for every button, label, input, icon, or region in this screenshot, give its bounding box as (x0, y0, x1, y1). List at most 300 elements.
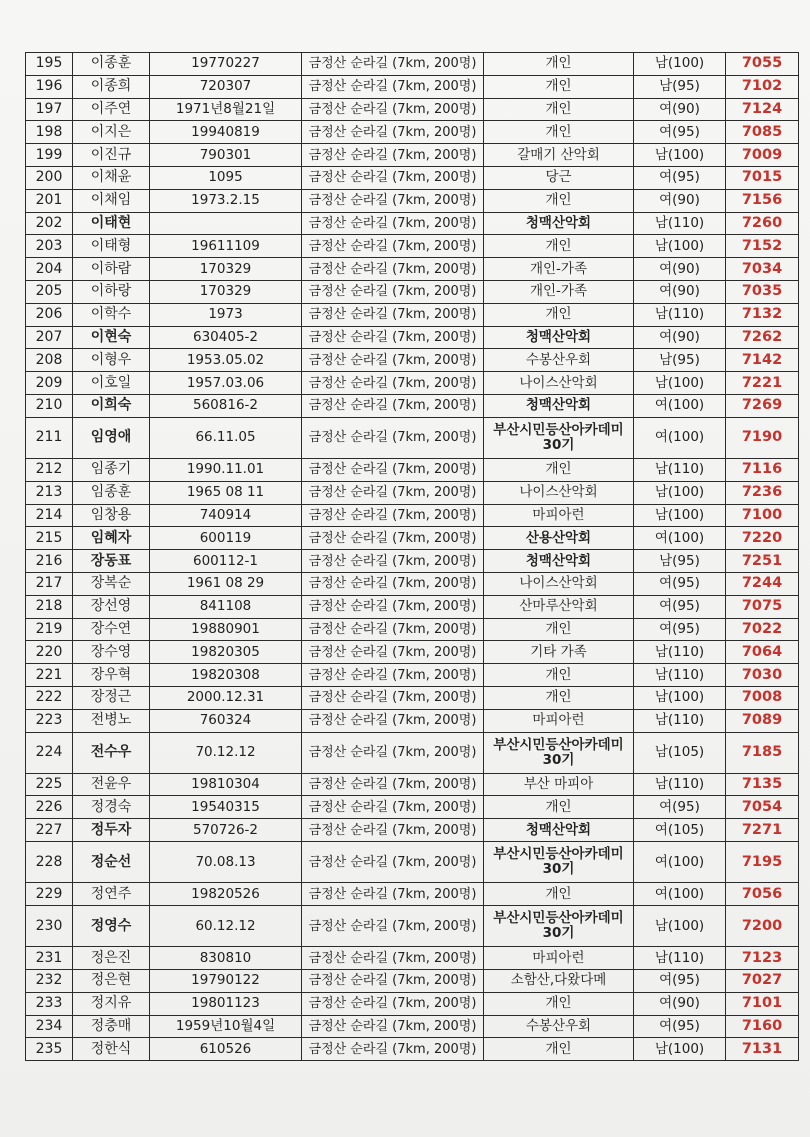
birthdate-cell: 841108 (150, 595, 302, 618)
bib-number-cell: 7190 (726, 417, 799, 458)
course-cell: 금정산 순라길 (7km, 200명) (302, 709, 484, 732)
name-cell: 임영애 (73, 417, 150, 458)
bib-number-cell: 7075 (726, 595, 799, 618)
course-cell: 금정산 순라길 (7km, 200명) (302, 212, 484, 235)
club-cell: 개인 (484, 53, 634, 76)
name-cell: 이희숙 (73, 394, 150, 417)
row-number-cell: 219 (26, 618, 73, 641)
name-cell: 장정근 (73, 686, 150, 709)
bib-number-cell: 7221 (726, 372, 799, 395)
club-cell: 마피아런 (484, 709, 634, 732)
row-number-cell: 231 (26, 947, 73, 970)
row-number-cell: 204 (26, 258, 73, 281)
table-row (26, 1015, 799, 1038)
course-cell: 금정산 순라길 (7km, 200명) (302, 819, 484, 842)
birthdate-cell: 600112-1 (150, 550, 302, 573)
table-row (26, 970, 799, 993)
row-number-cell: 200 (26, 166, 73, 189)
table-row (26, 992, 799, 1015)
bib-number-cell: 7185 (726, 732, 799, 773)
row-number-cell: 235 (26, 1038, 73, 1061)
course-cell: 금정산 순라길 (7km, 200명) (302, 372, 484, 395)
name-cell: 장동표 (73, 550, 150, 573)
shirt-size-cell: 여(90) (634, 280, 726, 303)
table-row (26, 394, 799, 417)
table-row (26, 732, 799, 773)
table-row (26, 595, 799, 618)
bib-number-cell: 7009 (726, 144, 799, 167)
name-cell: 임종기 (73, 458, 150, 481)
row-number-cell: 230 (26, 906, 73, 947)
shirt-size-cell: 남(110) (634, 303, 726, 326)
shirt-size-cell: 남(110) (634, 458, 726, 481)
birthdate-cell: 1965 08 11 (150, 481, 302, 504)
name-cell: 이종훈 (73, 53, 150, 76)
bib-number-cell: 7195 (726, 842, 799, 883)
birthdate-cell: 1973.2.15 (150, 189, 302, 212)
row-number-cell: 209 (26, 372, 73, 395)
row-number-cell: 220 (26, 641, 73, 664)
shirt-size-cell: 여(95) (634, 796, 726, 819)
birthdate-cell: 70.12.12 (150, 732, 302, 773)
course-cell: 금정산 순라길 (7km, 200명) (302, 796, 484, 819)
course-cell: 금정산 순라길 (7km, 200명) (302, 189, 484, 212)
row-number-cell: 217 (26, 572, 73, 595)
bib-number-cell: 7135 (726, 773, 799, 796)
bib-number-cell: 7102 (726, 75, 799, 98)
bib-number-cell: 7035 (726, 280, 799, 303)
club-cell: 청맥산악회 (484, 212, 634, 235)
course-cell: 금정산 순라길 (7km, 200명) (302, 504, 484, 527)
row-number-cell: 211 (26, 417, 73, 458)
bib-number-cell: 7116 (726, 458, 799, 481)
shirt-size-cell: 남(100) (634, 53, 726, 76)
name-cell: 정은진 (73, 947, 150, 970)
club-cell: 개인 (484, 189, 634, 212)
bib-number-cell: 7100 (726, 504, 799, 527)
shirt-size-cell: 남(100) (634, 235, 726, 258)
table-row (26, 75, 799, 98)
shirt-size-cell: 남(95) (634, 550, 726, 573)
club-cell: 나이스산악회 (484, 481, 634, 504)
course-cell: 금정산 순라길 (7km, 200명) (302, 280, 484, 303)
birthdate-cell: 66.11.05 (150, 417, 302, 458)
course-cell: 금정산 순라길 (7km, 200명) (302, 458, 484, 481)
birthdate-cell: 1961 08 29 (150, 572, 302, 595)
table-row (26, 1038, 799, 1061)
birthdate-cell: 1959년10월4일 (150, 1015, 302, 1038)
shirt-size-cell: 남(100) (634, 686, 726, 709)
row-number-cell: 216 (26, 550, 73, 573)
club-cell: 개인 (484, 618, 634, 641)
shirt-size-cell: 남(110) (634, 709, 726, 732)
table-row (26, 326, 799, 349)
bib-number-cell: 7101 (726, 992, 799, 1015)
club-cell: 기타 가족 (484, 641, 634, 664)
birthdate-cell: 19880901 (150, 618, 302, 641)
shirt-size-cell: 여(90) (634, 326, 726, 349)
shirt-size-cell: 여(95) (634, 572, 726, 595)
row-number-cell: 198 (26, 121, 73, 144)
table-row (26, 98, 799, 121)
course-cell: 금정산 순라길 (7km, 200명) (302, 235, 484, 258)
bib-number-cell: 7152 (726, 235, 799, 258)
club-cell: 산용산악회 (484, 527, 634, 550)
name-cell: 정은현 (73, 970, 150, 993)
name-cell: 장수연 (73, 618, 150, 641)
bib-number-cell: 7271 (726, 819, 799, 842)
table-row (26, 883, 799, 906)
name-cell: 정연주 (73, 883, 150, 906)
birthdate-cell: 760324 (150, 709, 302, 732)
bib-number-cell: 7260 (726, 212, 799, 235)
name-cell: 임종훈 (73, 481, 150, 504)
row-number-cell: 201 (26, 189, 73, 212)
course-cell: 금정산 순라길 (7km, 200명) (302, 664, 484, 687)
row-number-cell: 229 (26, 883, 73, 906)
shirt-size-cell: 남(100) (634, 906, 726, 947)
name-cell: 전병노 (73, 709, 150, 732)
birthdate-cell: 2000.12.31 (150, 686, 302, 709)
name-cell: 정영수 (73, 906, 150, 947)
bib-number-cell: 7027 (726, 970, 799, 993)
shirt-size-cell: 여(95) (634, 121, 726, 144)
club-cell: 개인-가족 (484, 258, 634, 281)
course-cell: 금정산 순라길 (7km, 200명) (302, 481, 484, 504)
bib-number-cell: 7251 (726, 550, 799, 573)
birthdate-cell: 19820305 (150, 641, 302, 664)
name-cell: 이지은 (73, 121, 150, 144)
name-cell: 이채임 (73, 189, 150, 212)
row-number-cell: 207 (26, 326, 73, 349)
course-cell: 금정산 순라길 (7km, 200명) (302, 572, 484, 595)
club-cell: 부산시민등산아카데미 30기 (484, 842, 634, 883)
club-cell: 개인 (484, 796, 634, 819)
row-number-cell: 215 (26, 527, 73, 550)
club-cell: 청맥산악회 (484, 819, 634, 842)
club-cell: 개인 (484, 992, 634, 1015)
shirt-size-cell: 남(95) (634, 75, 726, 98)
shirt-size-cell: 남(100) (634, 372, 726, 395)
course-cell: 금정산 순라길 (7km, 200명) (302, 326, 484, 349)
course-cell: 금정산 순라길 (7km, 200명) (302, 883, 484, 906)
course-cell: 금정산 순라길 (7km, 200명) (302, 906, 484, 947)
club-cell: 개인 (484, 303, 634, 326)
birthdate-cell: 1095 (150, 166, 302, 189)
club-cell: 부산시민등산아카데미 30기 (484, 732, 634, 773)
bib-number-cell: 7200 (726, 906, 799, 947)
course-cell: 금정산 순라길 (7km, 200명) (302, 550, 484, 573)
name-cell: 장복순 (73, 572, 150, 595)
club-cell: 개인-가족 (484, 280, 634, 303)
name-cell: 정경숙 (73, 796, 150, 819)
birthdate-cell: 19820526 (150, 883, 302, 906)
shirt-size-cell: 여(95) (634, 595, 726, 618)
table-row (26, 280, 799, 303)
course-cell: 금정산 순라길 (7km, 200명) (302, 1038, 484, 1061)
table-row (26, 796, 799, 819)
bib-number-cell: 7244 (726, 572, 799, 595)
shirt-size-cell: 남(105) (634, 732, 726, 773)
row-number-cell: 218 (26, 595, 73, 618)
birthdate-cell: 1973 (150, 303, 302, 326)
name-cell: 이태현 (73, 212, 150, 235)
table-row (26, 372, 799, 395)
course-cell: 금정산 순라길 (7km, 200명) (302, 527, 484, 550)
course-cell: 금정산 순라길 (7km, 200명) (302, 842, 484, 883)
birthdate-cell: 630405-2 (150, 326, 302, 349)
bib-number-cell: 7008 (726, 686, 799, 709)
table-row (26, 773, 799, 796)
course-cell: 금정산 순라길 (7km, 200명) (302, 258, 484, 281)
row-number-cell: 199 (26, 144, 73, 167)
name-cell: 전수우 (73, 732, 150, 773)
name-cell: 이학수 (73, 303, 150, 326)
birthdate-cell: 790301 (150, 144, 302, 167)
bib-number-cell: 7055 (726, 53, 799, 76)
shirt-size-cell: 여(100) (634, 883, 726, 906)
course-cell: 금정산 순라길 (7km, 200명) (302, 349, 484, 372)
name-cell: 이하랑 (73, 280, 150, 303)
course-cell: 금정산 순라길 (7km, 200명) (302, 166, 484, 189)
name-cell: 전윤우 (73, 773, 150, 796)
birthdate-cell: 19611109 (150, 235, 302, 258)
shirt-size-cell: 여(95) (634, 166, 726, 189)
club-cell: 청맥산악회 (484, 326, 634, 349)
club-cell: 소함산,다왔다메 (484, 970, 634, 993)
participant-table-body (26, 53, 799, 1061)
bib-number-cell: 7160 (726, 1015, 799, 1038)
birthdate-cell: 1957.03.06 (150, 372, 302, 395)
table-row (26, 458, 799, 481)
bib-number-cell: 7015 (726, 166, 799, 189)
table-row (26, 144, 799, 167)
participant-table (25, 52, 799, 1061)
course-cell: 금정산 순라길 (7km, 200명) (302, 992, 484, 1015)
birthdate-cell: 60.12.12 (150, 906, 302, 947)
course-cell: 금정산 순라길 (7km, 200명) (302, 75, 484, 98)
club-cell: 개인 (484, 1038, 634, 1061)
club-cell: 개인 (484, 235, 634, 258)
shirt-size-cell: 남(100) (634, 504, 726, 527)
shirt-size-cell: 남(110) (634, 664, 726, 687)
shirt-size-cell: 남(100) (634, 481, 726, 504)
shirt-size-cell: 여(100) (634, 527, 726, 550)
table-row (26, 166, 799, 189)
course-cell: 금정산 순라길 (7km, 200명) (302, 98, 484, 121)
club-cell: 개인 (484, 75, 634, 98)
shirt-size-cell: 여(105) (634, 819, 726, 842)
bib-number-cell: 7124 (726, 98, 799, 121)
course-cell: 금정산 순라길 (7km, 200명) (302, 595, 484, 618)
club-cell: 나이스산악회 (484, 372, 634, 395)
course-cell: 금정산 순라길 (7km, 200명) (302, 618, 484, 641)
course-cell: 금정산 순라길 (7km, 200명) (302, 417, 484, 458)
bib-number-cell: 7269 (726, 394, 799, 417)
row-number-cell: 232 (26, 970, 73, 993)
bib-number-cell: 7132 (726, 303, 799, 326)
shirt-size-cell: 여(100) (634, 842, 726, 883)
course-cell: 금정산 순라길 (7km, 200명) (302, 144, 484, 167)
club-cell: 개인 (484, 664, 634, 687)
table-row (26, 349, 799, 372)
name-cell: 정두자 (73, 819, 150, 842)
birthdate-cell: 570726-2 (150, 819, 302, 842)
bib-number-cell: 7142 (726, 349, 799, 372)
row-number-cell: 226 (26, 796, 73, 819)
birthdate-cell: 70.08.13 (150, 842, 302, 883)
club-cell: 당근 (484, 166, 634, 189)
name-cell: 이종희 (73, 75, 150, 98)
row-number-cell: 223 (26, 709, 73, 732)
table-row (26, 906, 799, 947)
bib-number-cell: 7034 (726, 258, 799, 281)
name-cell: 임혜자 (73, 527, 150, 550)
row-number-cell: 195 (26, 53, 73, 76)
club-cell: 부산시민등산아카데미 30기 (484, 906, 634, 947)
shirt-size-cell: 남(110) (634, 773, 726, 796)
row-number-cell: 212 (26, 458, 73, 481)
course-cell: 금정산 순라길 (7km, 200명) (302, 641, 484, 664)
club-cell: 개인 (484, 883, 634, 906)
table-row (26, 53, 799, 76)
row-number-cell: 234 (26, 1015, 73, 1038)
table-row (26, 258, 799, 281)
row-number-cell: 221 (26, 664, 73, 687)
shirt-size-cell: 여(95) (634, 970, 726, 993)
shirt-size-cell: 여(100) (634, 417, 726, 458)
row-number-cell: 202 (26, 212, 73, 235)
row-number-cell: 214 (26, 504, 73, 527)
birthdate-cell: 19790122 (150, 970, 302, 993)
name-cell: 이채윤 (73, 166, 150, 189)
club-cell: 산마루산악회 (484, 595, 634, 618)
table-row (26, 121, 799, 144)
birthdate-cell: 19810304 (150, 773, 302, 796)
row-number-cell: 208 (26, 349, 73, 372)
table-row (26, 189, 799, 212)
table-row (26, 572, 799, 595)
bib-number-cell: 7236 (726, 481, 799, 504)
name-cell: 장우혁 (73, 664, 150, 687)
club-cell: 개인 (484, 121, 634, 144)
row-number-cell: 205 (26, 280, 73, 303)
table-row (26, 481, 799, 504)
birthdate-cell: 610526 (150, 1038, 302, 1061)
shirt-size-cell: 여(90) (634, 258, 726, 281)
table-row (26, 686, 799, 709)
birthdate-cell: 1990.11.01 (150, 458, 302, 481)
shirt-size-cell: 여(100) (634, 394, 726, 417)
birthdate-cell: 19770227 (150, 53, 302, 76)
bib-number-cell: 7030 (726, 664, 799, 687)
birthdate-cell: 19940819 (150, 121, 302, 144)
name-cell: 이태형 (73, 235, 150, 258)
birthdate-cell: 170329 (150, 280, 302, 303)
club-cell: 나이스산악회 (484, 572, 634, 595)
shirt-size-cell: 남(110) (634, 212, 726, 235)
course-cell: 금정산 순라길 (7km, 200명) (302, 732, 484, 773)
club-cell: 수봉산우회 (484, 349, 634, 372)
club-cell: 부산시민등산아카데미 30기 (484, 417, 634, 458)
birthdate-cell: 19540315 (150, 796, 302, 819)
shirt-size-cell: 여(95) (634, 1015, 726, 1038)
course-cell: 금정산 순라길 (7km, 200명) (302, 686, 484, 709)
club-cell: 마피아런 (484, 947, 634, 970)
name-cell: 정지유 (73, 992, 150, 1015)
name-cell: 이주연 (73, 98, 150, 121)
bib-number-cell: 7131 (726, 1038, 799, 1061)
bib-number-cell: 7022 (726, 618, 799, 641)
shirt-size-cell: 남(100) (634, 144, 726, 167)
club-cell: 갈매기 산악회 (484, 144, 634, 167)
birthdate-cell: 1953.05.02 (150, 349, 302, 372)
table-row (26, 664, 799, 687)
shirt-size-cell: 여(95) (634, 618, 726, 641)
course-cell: 금정산 순라길 (7km, 200명) (302, 303, 484, 326)
birthdate-cell: 19801123 (150, 992, 302, 1015)
row-number-cell: 227 (26, 819, 73, 842)
bib-number-cell: 7123 (726, 947, 799, 970)
birthdate-cell: 830810 (150, 947, 302, 970)
table-row (26, 527, 799, 550)
birthdate-cell: 19820308 (150, 664, 302, 687)
name-cell: 정충매 (73, 1015, 150, 1038)
course-cell: 금정산 순라길 (7km, 200명) (302, 121, 484, 144)
row-number-cell: 196 (26, 75, 73, 98)
bib-number-cell: 7220 (726, 527, 799, 550)
club-cell: 청맥산악회 (484, 394, 634, 417)
club-cell: 개인 (484, 686, 634, 709)
shirt-size-cell: 남(110) (634, 641, 726, 664)
row-number-cell: 225 (26, 773, 73, 796)
shirt-size-cell: 여(90) (634, 992, 726, 1015)
name-cell: 정한식 (73, 1038, 150, 1061)
course-cell: 금정산 순라길 (7km, 200명) (302, 1015, 484, 1038)
row-number-cell: 224 (26, 732, 73, 773)
course-cell: 금정산 순라길 (7km, 200명) (302, 394, 484, 417)
course-cell: 금정산 순라길 (7km, 200명) (302, 970, 484, 993)
row-number-cell: 210 (26, 394, 73, 417)
table-row (26, 504, 799, 527)
birthdate-cell: 740914 (150, 504, 302, 527)
name-cell: 이형우 (73, 349, 150, 372)
shirt-size-cell: 남(95) (634, 349, 726, 372)
bib-number-cell: 7056 (726, 883, 799, 906)
club-cell: 개인 (484, 98, 634, 121)
name-cell: 이현숙 (73, 326, 150, 349)
table-row (26, 235, 799, 258)
bib-number-cell: 7085 (726, 121, 799, 144)
name-cell: 이진규 (73, 144, 150, 167)
row-number-cell: 213 (26, 481, 73, 504)
course-cell: 금정산 순라길 (7km, 200명) (302, 53, 484, 76)
club-cell: 수봉산우회 (484, 1015, 634, 1038)
course-cell: 금정산 순라길 (7km, 200명) (302, 773, 484, 796)
birthdate-cell: 720307 (150, 75, 302, 98)
bib-number-cell: 7089 (726, 709, 799, 732)
row-number-cell: 203 (26, 235, 73, 258)
club-cell: 개인 (484, 458, 634, 481)
table-row (26, 842, 799, 883)
table-row (26, 618, 799, 641)
table-row (26, 819, 799, 842)
row-number-cell: 197 (26, 98, 73, 121)
name-cell: 임창용 (73, 504, 150, 527)
row-number-cell: 228 (26, 842, 73, 883)
birthdate-cell: 170329 (150, 258, 302, 281)
table-row (26, 709, 799, 732)
